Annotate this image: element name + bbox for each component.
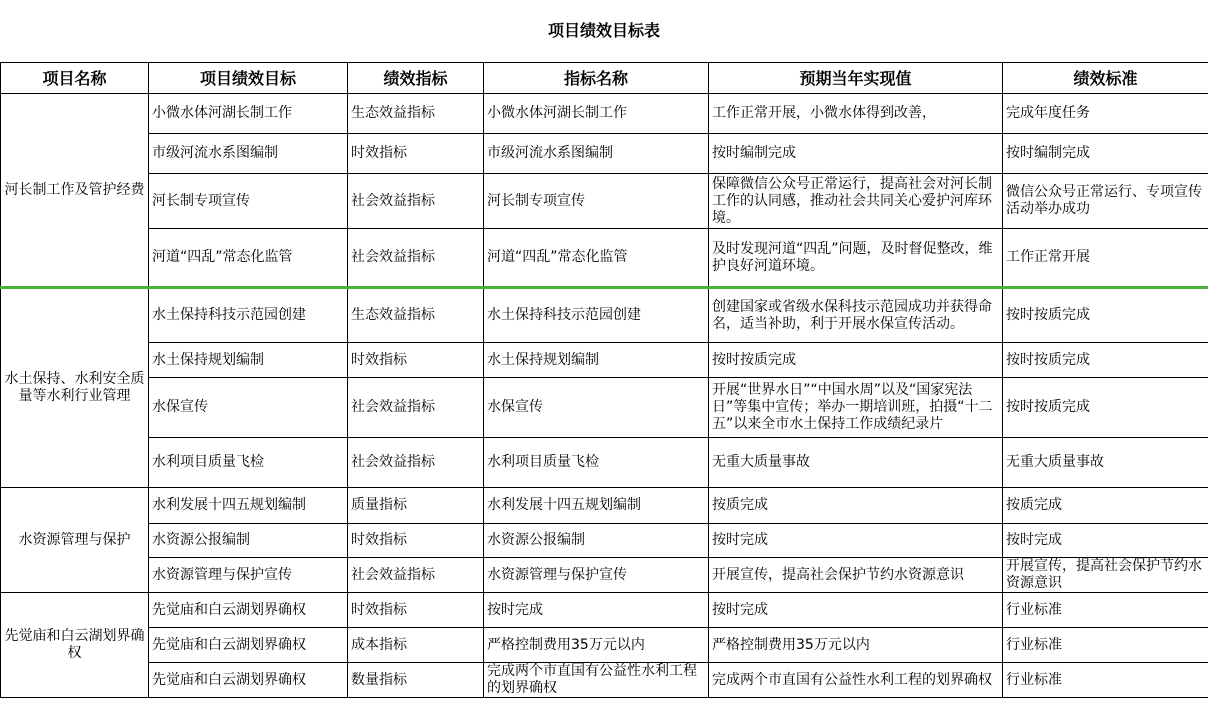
standard-cell: 工作正常开展 xyxy=(1003,229,1208,288)
indicator-cell: 数量指标 xyxy=(348,663,484,698)
goal-cell: 先觉庙和白云湖划界确权 xyxy=(149,628,348,663)
standard-cell: 行业标准 xyxy=(1003,593,1208,628)
indicator-name-cell: 水资源管理与保护宣传 xyxy=(484,558,709,593)
header-expected-value: 预期当年实现值 xyxy=(709,63,1003,94)
indicator-cell: 成本指标 xyxy=(348,628,484,663)
expected-value-cell: 完成两个市直国有公益性水利工程的划界确权 xyxy=(709,663,1003,698)
expected-value-cell xyxy=(709,378,1003,438)
goal-cell: 水利项目质量飞检 xyxy=(149,438,348,488)
project-group-cell: 河长制工作及管护经费 xyxy=(1,94,149,288)
indicator-cell: 时效指标 xyxy=(348,593,484,628)
indicator-cell: 生态效益指标 xyxy=(348,288,484,343)
table-row xyxy=(1,438,1208,488)
standard-cell: 完成年度任务 xyxy=(1003,94,1208,134)
indicator-name-cell: 水土保持规划编制 xyxy=(484,343,709,378)
indicator-name-cell: 水土保持科技示范园创建 xyxy=(484,288,709,343)
table-row xyxy=(1,488,1208,524)
table-row xyxy=(1,134,1208,174)
expected-value-cell: 开展宣传，提高社会保护节约水资源意识 xyxy=(709,558,1003,593)
expected-value-cell: 按时编制完成 xyxy=(709,134,1003,174)
goal-cell: 水土保持科技示范园创建 xyxy=(149,288,348,343)
standard-cell: 无重大质量事故 xyxy=(1003,438,1208,488)
table-row xyxy=(1,663,1208,698)
indicator-name-cell: 完成两个市直国有公益性水利工程的划界确权 xyxy=(484,663,709,698)
table-row xyxy=(1,558,1208,593)
expected-value-cell: 及时发现河道“四乱”问题，及时督促整改，维护良好河道环境。 xyxy=(709,229,1003,288)
header-indicator: 绩效指标 xyxy=(348,63,484,94)
table-row xyxy=(1,229,1208,288)
indicator-name-cell: 市级河流水系图编制 xyxy=(484,134,709,174)
header-project-name: 项目名称 xyxy=(1,63,149,94)
indicator-cell: 时效指标 xyxy=(348,134,484,174)
goal-cell: 先觉庙和白云湖划界确权 xyxy=(149,663,348,698)
table-row xyxy=(1,524,1208,558)
indicator-cell: 时效指标 xyxy=(348,524,484,558)
goal-cell: 水土保持规划编制 xyxy=(149,343,348,378)
expected-value-cell: 按时完成 xyxy=(709,524,1003,558)
indicator-cell: 质量指标 xyxy=(348,488,484,524)
indicator-name-cell: 水利发展十四五规划编制 xyxy=(484,488,709,524)
indicator-name-cell: 河长制专项宣传 xyxy=(484,174,709,229)
indicator-cell: 时效指标 xyxy=(348,343,484,378)
page-title: 项目绩效目标表 xyxy=(547,21,660,40)
indicator-cell: 生态效益指标 xyxy=(348,94,484,134)
project-group-cell: 先觉庙和白云湖划界确权 xyxy=(1,593,149,698)
goal-cell: 市级河流水系图编制 xyxy=(149,134,348,174)
expected-value-cell: 严格控制费用35万元以内 xyxy=(709,628,1003,663)
indicator-cell: 社会效益指标 xyxy=(348,229,484,288)
standard-cell: 按质完成 xyxy=(1003,488,1208,524)
goal-cell: 水利发展十四五规划编制 xyxy=(149,488,348,524)
indicator-cell: 社会效益指标 xyxy=(348,558,484,593)
standard-cell: 行业标准 xyxy=(1003,628,1208,663)
table-row xyxy=(1,378,1208,438)
expected-value-cell: 无重大质量事故 xyxy=(709,438,1003,488)
standard-cell: 微信公众号正常运行、专项宣传活动举办成功 xyxy=(1003,174,1208,229)
header-performance-goal: 项目绩效目标 xyxy=(149,63,348,94)
indicator-name-cell: 按时完成 xyxy=(484,593,709,628)
indicator-name-cell: 水利项目质量飞检 xyxy=(484,438,709,488)
indicator-cell: 社会效益指标 xyxy=(348,378,484,438)
goal-cell: 河长制专项宣传 xyxy=(149,174,348,229)
goal-cell: 水资源公报编制 xyxy=(149,524,348,558)
standard-cell: 按时编制完成 xyxy=(1003,134,1208,174)
expected-value-cell: 按时按质完成 xyxy=(709,343,1003,378)
standard-cell: 开展宣传，提高社会保护节约水资源意识 xyxy=(1003,558,1208,593)
expected-value-cell: 按质完成 xyxy=(709,488,1003,524)
goal-cell: 先觉庙和白云湖划界确权 xyxy=(149,593,348,628)
indicator-name-cell: 水资源公报编制 xyxy=(484,524,709,558)
expected-value-text: 开展“世界水日”“中国水周”以及“国家宪法日”等集中宣传；举办一期培训班，拍摄“十二五”以来全市水土保持工作成绩纪录片 xyxy=(712,382,993,432)
expected-value-cell: 保障微信公众号正常运行，提高社会对河长制工作的认同感，推动社会共同关心爱护河库环境。 xyxy=(709,174,1003,229)
standard-cell: 按时完成 xyxy=(1003,524,1208,558)
table-row xyxy=(1,174,1208,229)
goal-cell: 河道“四乱”常态化监管 xyxy=(149,229,348,288)
indicator-name-cell: 小微水体河湖长制工作 xyxy=(484,94,709,134)
expected-value-cell: 创建国家或省级水保科技示范园成功并获得命名，适当补助，利于开展水保宣传活动。 xyxy=(709,288,1003,343)
table-row xyxy=(1,593,1208,628)
indicator-name-cell: 严格控制费用35万元以内 xyxy=(484,628,709,663)
project-group-cell: 水资源管理与保护 xyxy=(1,488,149,593)
goal-cell: 小微水体河湖长制工作 xyxy=(149,94,348,134)
goal-cell: 水资源管理与保护宣传 xyxy=(149,558,348,593)
indicator-cell: 社会效益指标 xyxy=(348,438,484,488)
standard-cell: 按时按质完成 xyxy=(1003,343,1208,378)
indicator-cell: 社会效益指标 xyxy=(348,174,484,229)
goal-cell: 水保宣传 xyxy=(149,378,348,438)
indicator-name-cell: 水保宣传 xyxy=(484,378,709,438)
header-row xyxy=(1,63,1208,94)
standard-cell: 按时按质完成 xyxy=(1003,378,1208,438)
standard-cell: 按时按质完成 xyxy=(1003,288,1208,343)
table-row xyxy=(1,628,1208,663)
table-row xyxy=(1,288,1208,343)
header-standard: 绩效标准 xyxy=(1003,63,1208,94)
expected-value-cell: 按时完成 xyxy=(709,593,1003,628)
performance-table xyxy=(0,62,1208,698)
table-row xyxy=(1,94,1208,134)
standard-cell: 行业标准 xyxy=(1003,663,1208,698)
header-indicator-name: 指标名称 xyxy=(484,63,709,94)
indicator-name-cell: 河道“四乱”常态化监管 xyxy=(484,229,709,288)
expected-value-cell: 工作正常开展，小微水体得到改善， xyxy=(709,94,1003,134)
project-group-cell: 水土保持、水利安全质量等水利行业管理 xyxy=(1,288,149,488)
table-row xyxy=(1,343,1208,378)
